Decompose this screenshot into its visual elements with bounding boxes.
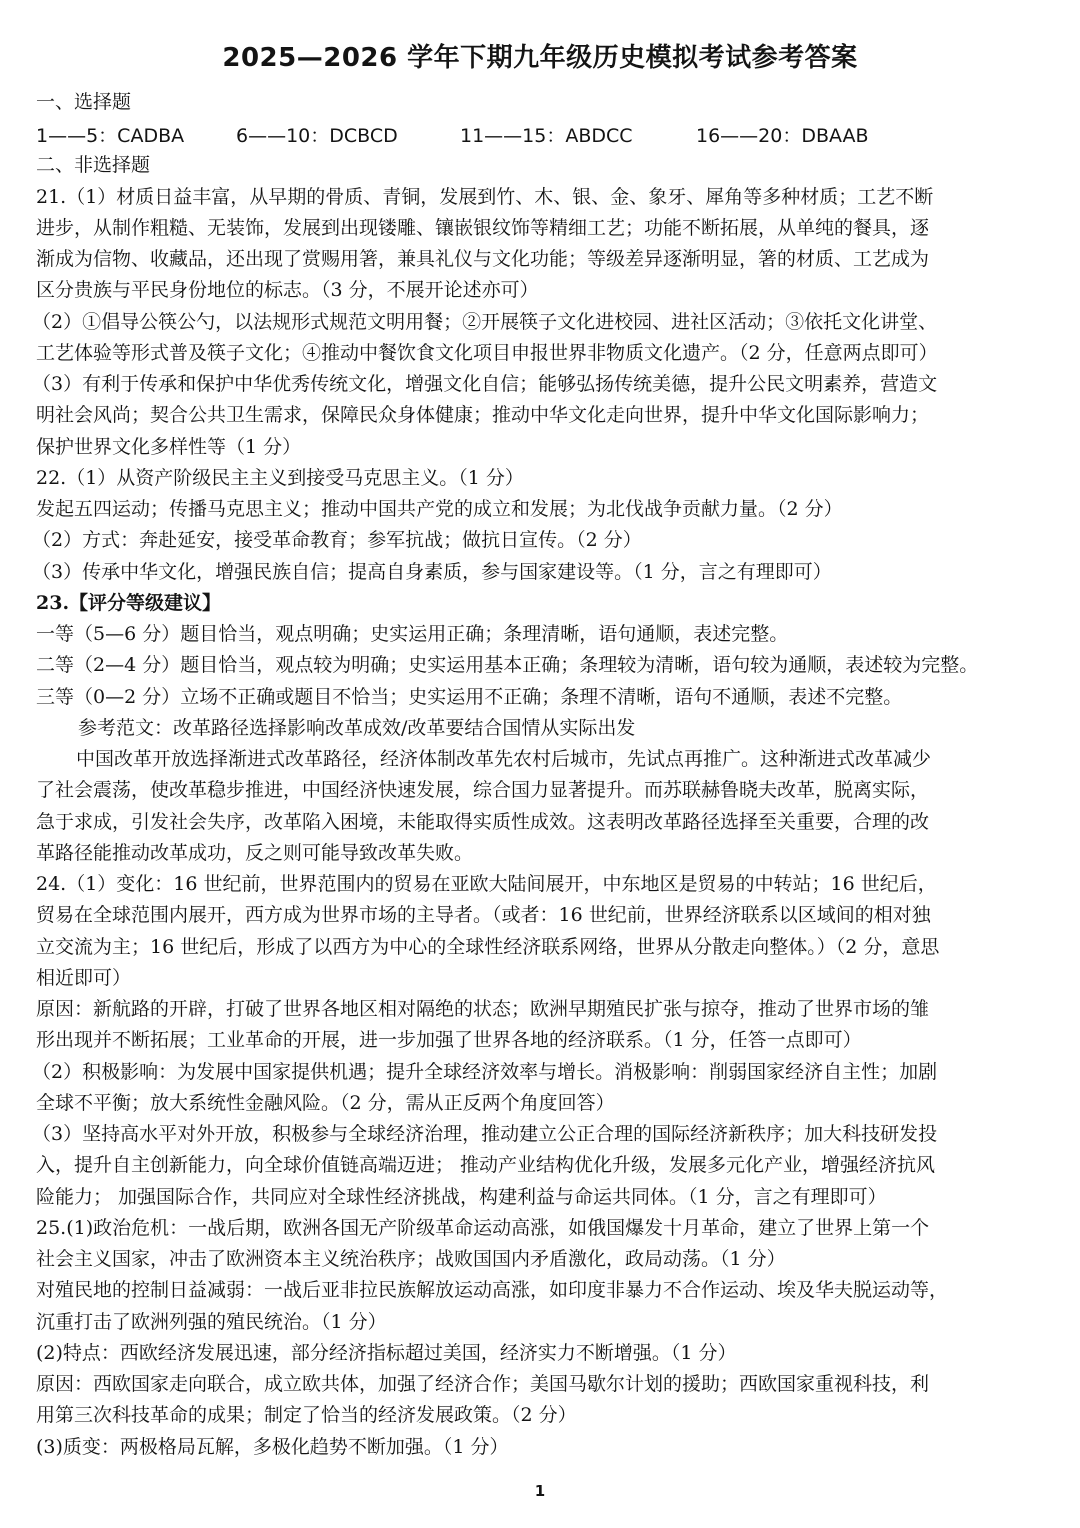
answer-line: 急于求成，引发社会失序，改革陷入困境，未能取得实质性成效。这表明改革路径选择至关重要，合理的改 (36, 811, 930, 833)
answer-line: 24.（1）变化：16 世纪前，世界范围内的贸易在亚欧大陆间展开，中东地区是贸易的中转站；16 世纪后， (36, 873, 937, 895)
answer-line: 进步，从制作粗糙、无装饰，发展到出现镂雕、镶嵌银纹饰等精细工艺；功能不断拓展，从单纯的餐具，逐 (36, 217, 930, 239)
answer-line: 入，提升自主创新能力，向全球价值链高端迈进； 推动产业结构优化升级，发展多元化产业，增强经济抗风 (36, 1154, 936, 1176)
answer-line: (2)特点：西欧经济发展迅速，部分经济指标超过美国，经济实力不断增强。（1 分） (36, 1342, 737, 1364)
choice-answers-1-5: 1——5：CADBA (36, 125, 185, 147)
section-heading-choice: 一、选择题 (36, 91, 132, 113)
answer-line: 形出现并不断拓展；工业革命的开展，进一步加强了世界各地的经济联系。（1 分，任答一点即可） (36, 1029, 862, 1051)
page-number: 1 (534, 1482, 546, 1500)
section-heading-nonchoice: 二、非选择题 (36, 154, 151, 176)
choice-answers-11-15: 11——15：ABDCC (460, 125, 633, 147)
answer-line: 立交流为主；16 世纪后，形成了以西方为中心的全球性经济联系网络，世界从分散走向整体。）（2 分，意思 (36, 936, 940, 958)
answer-line: 工艺体验等形式普及筷子文化；④推动中餐饮食文化项目申报世界非物质文化遗产。（2 分，任意两点即可） (36, 342, 938, 364)
answer-line: 明社会风尚；契合公共卫生需求，保障民众身体健康；推动中华文化走向世界，提升中华文化国际影响力； (36, 404, 930, 426)
answer-line: 21.（1）材质日益丰富，从早期的骨质、青铜，发展到竹、木、银、金、象牙、犀角等多种材质；工艺不断 (36, 186, 934, 208)
answer-line: （3）坚持高水平对外开放，积极参与全球经济治理，推动建立公正合理的国际经济新秩序；加大科技研发投 (32, 1123, 938, 1145)
grading-heading: 23.【评分等级建议】 (36, 592, 222, 614)
answer-line: 用第三次科技革命的成果；制定了恰当的经济发展政策。（2 分） (36, 1404, 577, 1426)
answer-line: 中国改革开放选择渐进式改革路径，经济体制改革先农村后城市，先试点再推广。这种渐进式改革减少 (76, 748, 932, 770)
answer-line: 区分贵族与平民身份地位的标志。（3 分，不展开论述亦可） (36, 279, 539, 301)
choice-answers-row (36, 123, 1036, 150)
answer-line: 保护世界文化多样性等（1 分） (36, 436, 302, 458)
answer-line: (3)质变：两极格局瓦解，多极化趋势不断加强。（1 分） (36, 1436, 509, 1458)
answer-line: 社会主义国家，冲击了欧洲资本主义统治秩序；战败国国内矛盾激化，政局动荡。（1 分） (36, 1248, 786, 1270)
answer-line: 22.（1）从资产阶级民主主义到接受马克思主义。（1 分） (36, 467, 524, 489)
answer-line: 险能力； 加强国际合作，共同应对全球性经济挑战，构建利益与命运共同体。（1 分，言之有理即可） (36, 1186, 887, 1208)
answer-line: 全球不平衡；放大系统性金融风险。（2 分，需从正反两个角度回答） (36, 1092, 615, 1114)
answer-line: 对殖民地的控制日益减弱：一战后亚非拉民族解放运动高涨，如印度非暴力不合作运动、埃及华夫脱运动等， (36, 1279, 949, 1301)
answer-line: 沉重打击了欧洲列强的殖民统治。（1 分） (36, 1311, 387, 1333)
answer-line: （2）积极影响：为发展中国家提供机遇；提升全球经济效率与增长。消极影响：削弱国家经济自主性；加剧 (32, 1061, 938, 1083)
answer-line: 原因：新航路的开辟，打破了世界各地区相对隔绝的状态；欧洲早期殖民扩张与掠夺，推动了世界市场的雏 (36, 998, 930, 1020)
answer-line: （3）有利于传承和保护中华优秀传统文化，增强文化自信；能够弘扬传统美德，提升公民文明素养，营造文 (32, 373, 938, 395)
answer-line: 25.(1)政治危机：一战后期，欧洲各国无产阶级革命运动高涨，如俄国爆发十月革命，建立了世界上第一个 (36, 1217, 930, 1239)
answer-line: 一等（5—6 分）题目恰当，观点明确；史实运用正确；条理清晰，语句通顺，表述完整。 (36, 623, 789, 645)
answer-line: （3）传承中华文化，增强民族自信；提高自身素质，参与国家建设等。（1 分，言之有理即可） (32, 561, 832, 583)
answer-line: 了社会震荡，使改革稳步推进，中国经济快速发展，综合国力显著提升。而苏联赫鲁晓夫改革，脱离实际， (36, 779, 930, 801)
answer-line: 三等（0—2 分）立场不正确或题目不恰当；史实运用不正确；条理不清晰，语句不通顺，表述不完整。 (36, 686, 903, 708)
answer-line: 相近即可） (36, 967, 132, 989)
answer-line: （2）方式：奔赴延安，接受革命教育；参军抗战；做抗日宣传。（2 分） (32, 529, 642, 551)
answer-line: （2）①倡导公筷公勺，以法规形式规范文明用餐；②开展筷子文化进校园、进社区活动；③依托文化讲堂、 (32, 311, 938, 333)
answer-line: 二等（2—4 分）题目恰当，观点较为明确；史实运用基本正确；条理较为清晰，语句较为通顺，表述较为完整。 (36, 654, 979, 676)
answer-line: 贸易在全球范围内展开，西方成为世界市场的主导者。（或者：16 世纪前，世界经济联系以区域间的相对独 (36, 904, 931, 926)
answer-line: 渐成为信物、收藏品，还出现了赏赐用箸，兼具礼仪与文化功能；等级差异逐渐明显，箸的材质、工艺成为 (36, 248, 930, 270)
choice-answers-6-10: 6——10：DCBCD (236, 125, 398, 147)
answer-line: 发起五四运动；传播马克思主义；推动中国共产党的成立和发展；为北伐战争贡献力量。（2 分） (36, 498, 843, 520)
choice-answers-16-20: 16——20：DBAAB (696, 125, 869, 147)
sample-essay-title: 参考范文：改革路径选择影响改革成效/改革要结合国情从实际出发 (78, 717, 636, 739)
answer-line: 原因：西欧国家走向联合，成立欧共体，加强了经济合作；美国马歇尔计划的援助；西欧国家重视科技，利 (36, 1373, 930, 1395)
answer-line: 革路径能推动改革成功，反之则可能导致改革失败。 (36, 842, 474, 864)
page-title: 2025—2026 学年下期九年级历史模拟考试参考答案 (222, 43, 858, 73)
